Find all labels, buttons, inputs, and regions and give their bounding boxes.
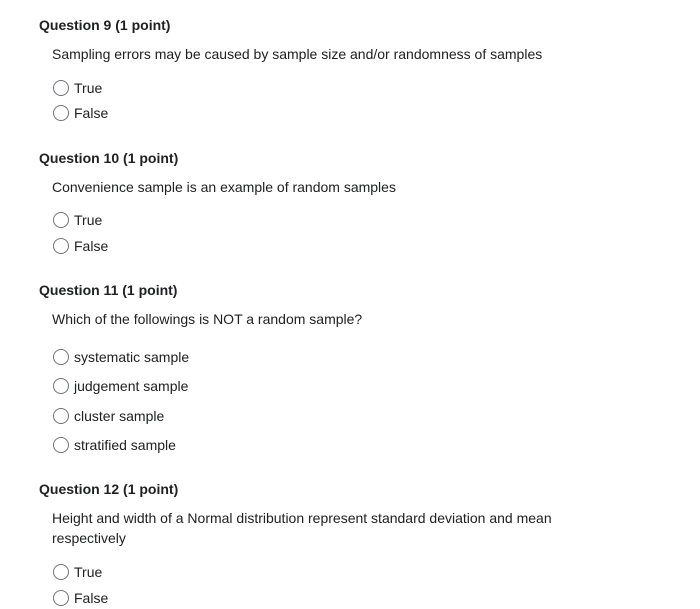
radio-button[interactable] bbox=[53, 349, 69, 365]
option-label: False bbox=[74, 238, 109, 254]
question-11-option-stratified[interactable] bbox=[53, 436, 176, 454]
question-9-title bbox=[39, 16, 170, 34]
question-number: Question 10 bbox=[39, 150, 120, 166]
question-number: Question 11 bbox=[39, 282, 119, 298]
question-number: Question 12 bbox=[39, 481, 120, 497]
option-label: cluster sample bbox=[74, 408, 165, 424]
radio-button[interactable] bbox=[53, 105, 69, 121]
question-12-title bbox=[39, 480, 178, 498]
question-9-text: Sampling errors may be caused by sample size and/or randomness of samples bbox=[52, 46, 543, 62]
option-label: False bbox=[74, 590, 109, 606]
radio-button[interactable] bbox=[53, 80, 69, 96]
question-9-option-false[interactable] bbox=[53, 104, 108, 122]
question-12-option-true[interactable] bbox=[53, 563, 102, 581]
question-12-text: Height and width of a Normal distribution represent standard deviation and mean respectively bbox=[52, 510, 552, 546]
points-label: (1 point) bbox=[123, 150, 179, 166]
radio-button[interactable] bbox=[53, 238, 69, 254]
radio-button[interactable] bbox=[53, 590, 69, 606]
question-11-title bbox=[39, 281, 177, 299]
option-label: True bbox=[74, 80, 103, 96]
question-11-text: Which of the followings is NOT a random sample? bbox=[52, 311, 363, 327]
question-9-option-true[interactable] bbox=[53, 79, 102, 97]
question-10-title bbox=[39, 149, 178, 167]
option-label: stratified sample bbox=[74, 437, 176, 453]
question-number: Question 9 bbox=[39, 17, 112, 33]
question-12-option-false[interactable] bbox=[53, 589, 108, 607]
question-11-option-judgement[interactable] bbox=[53, 377, 188, 395]
radio-button[interactable] bbox=[53, 437, 69, 453]
points-label: (1 point) bbox=[122, 282, 178, 298]
option-label: systematic sample bbox=[74, 349, 190, 365]
radio-button[interactable] bbox=[53, 564, 69, 580]
question-10-option-true[interactable] bbox=[53, 211, 102, 229]
question-11-option-cluster[interactable] bbox=[53, 407, 164, 425]
question-11-option-systematic[interactable] bbox=[53, 348, 189, 366]
question-10-option-false[interactable] bbox=[53, 237, 108, 255]
radio-button[interactable] bbox=[53, 378, 69, 394]
option-label: True bbox=[74, 564, 103, 580]
option-label: False bbox=[74, 105, 109, 121]
question-10-text: Convenience sample is an example of random samples bbox=[52, 179, 396, 195]
option-label: judgement sample bbox=[74, 378, 189, 394]
points-label: (1 point) bbox=[123, 481, 179, 497]
points-label: (1 point) bbox=[115, 17, 171, 33]
radio-button[interactable] bbox=[53, 408, 69, 424]
radio-button[interactable] bbox=[53, 212, 69, 228]
option-label: True bbox=[74, 212, 103, 228]
